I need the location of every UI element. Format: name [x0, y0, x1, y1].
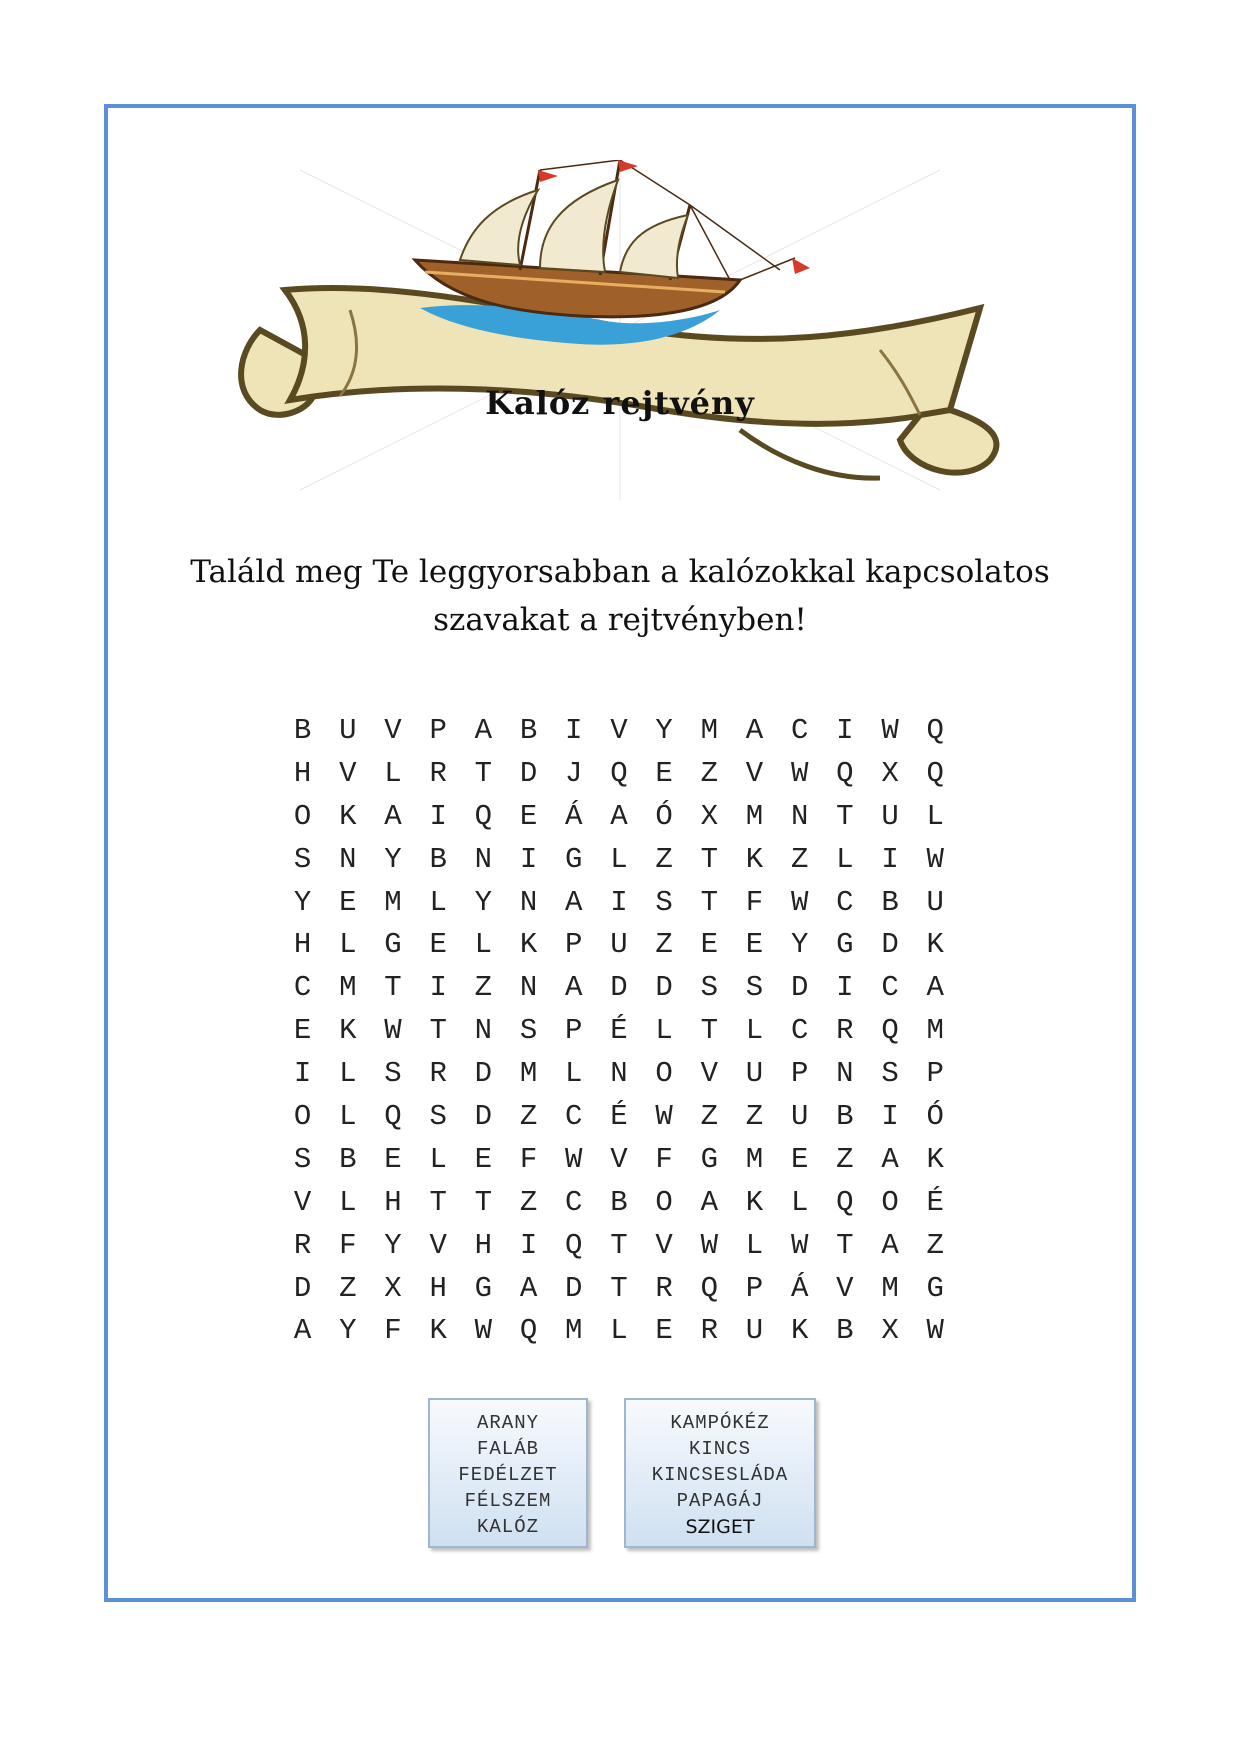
- grid-letter: S: [293, 1142, 312, 1176]
- grid-letter: Y: [790, 928, 809, 962]
- grid-letter: E: [790, 1142, 809, 1176]
- grid-letter: A: [745, 714, 764, 747]
- grid-letter: S: [429, 1100, 447, 1134]
- grid-letter: Q: [881, 1014, 899, 1048]
- grid-letter: Z: [700, 756, 718, 790]
- grid-letter: X: [881, 756, 899, 790]
- grid-letter: T: [474, 1185, 493, 1219]
- grid-letter: Q: [926, 756, 944, 790]
- grid-letter: Y: [339, 1314, 357, 1348]
- grid-letter: M: [745, 799, 764, 833]
- grid-letter: Á: [565, 799, 583, 833]
- grid-letter: Z: [700, 1100, 718, 1134]
- grid-letter: F: [519, 1142, 538, 1176]
- grid-letter: L: [745, 1228, 764, 1262]
- grid-letter: I: [519, 842, 538, 876]
- grid-letter: E: [429, 928, 447, 962]
- grid-letter: Q: [836, 756, 854, 790]
- grid-letter: R: [429, 1057, 447, 1091]
- word-list-item: KINCS: [688, 1438, 751, 1460]
- grid-letter: K: [745, 1185, 764, 1219]
- word-list-item: FEDÉLZET: [458, 1464, 558, 1486]
- grid-letter: L: [926, 799, 944, 833]
- grid-letter: N: [474, 1014, 493, 1048]
- grid-letter: B: [429, 842, 447, 876]
- grid-letter: G: [565, 842, 583, 876]
- grid-letter: S: [655, 885, 673, 919]
- grid-letter: L: [474, 928, 493, 962]
- grid-letter: Z: [655, 928, 673, 962]
- grid-letter: K: [339, 799, 357, 833]
- grid-letter: C: [836, 885, 854, 919]
- grid-letter: P: [926, 1057, 944, 1091]
- word-list-left: [428, 1398, 588, 1548]
- grid-letter: Z: [745, 1100, 764, 1134]
- grid-letter: Q: [700, 1271, 718, 1305]
- grid-letter: G: [836, 928, 854, 962]
- grid-letter: H: [293, 928, 312, 962]
- grid-letter: V: [384, 714, 402, 747]
- grid-letter: S: [881, 1057, 899, 1091]
- grid-letter: G: [474, 1271, 493, 1305]
- grid-letter: K: [429, 1314, 447, 1348]
- grid-letter: U: [881, 799, 899, 833]
- grid-letter: S: [384, 1057, 402, 1091]
- grid-letter: T: [429, 1185, 447, 1219]
- grid-letter: V: [745, 756, 764, 790]
- grid-letter: Z: [519, 1185, 538, 1219]
- grid-letter: T: [836, 799, 854, 833]
- grid-letter: U: [745, 1314, 764, 1348]
- grid-letter: Y: [384, 1228, 402, 1262]
- word-list-item: KAMPÓKÉZ: [670, 1412, 770, 1434]
- grid-letter: O: [293, 1100, 312, 1134]
- grid-letter: Z: [926, 1228, 944, 1262]
- grid-letter: D: [474, 1057, 493, 1091]
- grid-letter: A: [881, 1228, 899, 1262]
- grid-letter: E: [655, 756, 673, 790]
- grid-letter: A: [926, 971, 944, 1005]
- grid-letter: D: [565, 1271, 583, 1305]
- grid-letter: P: [745, 1271, 764, 1305]
- grid-letter: S: [745, 971, 764, 1005]
- grid-letter: R: [429, 756, 447, 790]
- grid-letter: P: [565, 1014, 583, 1048]
- grid-letter: A: [474, 714, 493, 747]
- grid-letter: Q: [474, 799, 493, 833]
- grid-letter: A: [700, 1185, 718, 1219]
- grid-letter: E: [384, 1142, 402, 1176]
- grid-letter: R: [293, 1228, 312, 1262]
- grid-letter: E: [293, 1014, 312, 1048]
- grid-letter: V: [339, 756, 357, 790]
- grid-letter: Á: [790, 1271, 809, 1305]
- grid-letter: U: [610, 928, 628, 962]
- grid-letter: T: [700, 885, 718, 919]
- grid-letter: L: [610, 842, 628, 876]
- grid-letter: H: [384, 1185, 402, 1219]
- grid-letter: C: [881, 971, 899, 1005]
- grid-letter: M: [519, 1057, 538, 1091]
- grid-letter: Ó: [655, 799, 673, 833]
- grid-letter: K: [926, 1142, 944, 1176]
- grid-letter: Z: [474, 971, 493, 1005]
- grid-letter: Y: [655, 714, 673, 747]
- grid-letter: A: [565, 971, 583, 1005]
- grid-letter: H: [429, 1271, 447, 1305]
- grid-letter: W: [790, 756, 809, 790]
- grid-letter: N: [339, 842, 357, 876]
- grid-letter: Y: [474, 885, 493, 919]
- word-search-grid: [280, 710, 958, 1353]
- grid-letter: L: [790, 1185, 809, 1219]
- grid-letter: F: [745, 885, 764, 919]
- grid-letter: N: [519, 971, 538, 1005]
- word-list-item: ARANY: [476, 1412, 539, 1434]
- grid-letter: L: [745, 1014, 764, 1048]
- grid-letter: L: [655, 1014, 673, 1048]
- grid-letter: G: [926, 1271, 944, 1305]
- grid-letter: U: [926, 885, 944, 919]
- grid-letter: R: [655, 1271, 673, 1305]
- grid-letter: D: [655, 971, 673, 1005]
- grid-letter: U: [790, 1100, 809, 1134]
- grid-letter: D: [293, 1271, 312, 1305]
- grid-letter: O: [881, 1185, 899, 1219]
- grid-letter: Z: [339, 1271, 357, 1305]
- grid-letter: Y: [384, 842, 402, 876]
- grid-letter: I: [881, 842, 899, 876]
- grid-letter: W: [926, 842, 944, 876]
- grid-letter: V: [700, 1057, 718, 1091]
- grid-letter: H: [293, 756, 312, 790]
- grid-letter: Y: [293, 885, 312, 919]
- grid-letter: C: [790, 714, 809, 747]
- grid-letter: T: [610, 1271, 628, 1305]
- grid-letter: C: [565, 1100, 583, 1134]
- grid-letter: I: [429, 971, 447, 1005]
- grid-letter: P: [790, 1057, 809, 1091]
- grid-letter: Q: [610, 756, 628, 790]
- grid-letter: C: [565, 1185, 583, 1219]
- grid-letter: C: [790, 1014, 809, 1048]
- grid-letter: S: [700, 971, 718, 1005]
- grid-letter: V: [610, 1142, 628, 1176]
- word-list-item: FALÁB: [476, 1438, 539, 1460]
- grid-letter: K: [790, 1314, 809, 1348]
- grid-letter: O: [655, 1057, 673, 1091]
- grid-letter: L: [836, 842, 854, 876]
- grid-letter: P: [429, 714, 447, 747]
- grid-letter: K: [745, 842, 764, 876]
- grid-letter: I: [610, 885, 628, 919]
- grid-letter: A: [293, 1314, 312, 1348]
- grid-letter: W: [926, 1314, 944, 1348]
- grid-letter: N: [519, 885, 538, 919]
- grid-letter: W: [700, 1228, 718, 1262]
- grid-letter: E: [655, 1314, 673, 1348]
- grid-letter: M: [881, 1271, 899, 1305]
- grid-letter: T: [700, 1014, 718, 1048]
- grid-letter: H: [474, 1228, 493, 1262]
- grid-letter: Z: [790, 842, 809, 876]
- grid-letter: A: [565, 885, 583, 919]
- grid-letter: N: [790, 799, 809, 833]
- grid-letter: E: [339, 885, 357, 919]
- grid-letter: V: [429, 1228, 447, 1262]
- grid-letter: Q: [926, 714, 944, 747]
- puzzle-title: Kalóz rejtvény: [485, 384, 755, 422]
- grid-letter: L: [339, 928, 357, 962]
- grid-letter: D: [474, 1100, 493, 1134]
- grid-letter: X: [881, 1314, 899, 1348]
- grid-letter: U: [339, 714, 357, 747]
- grid-letter: B: [339, 1142, 357, 1176]
- grid-letter: M: [700, 714, 718, 747]
- grid-letter: L: [339, 1185, 357, 1219]
- grid-letter: C: [293, 971, 312, 1005]
- grid-letter: L: [384, 756, 402, 790]
- grid-letter: S: [293, 842, 312, 876]
- grid-letter: M: [745, 1142, 764, 1176]
- grid-letter: T: [429, 1014, 447, 1048]
- grid-letter: M: [339, 971, 357, 1005]
- grid-letter: I: [881, 1100, 899, 1134]
- grid-letter: B: [293, 714, 312, 747]
- grid-letter: R: [700, 1314, 718, 1348]
- grid-letter: X: [384, 1271, 402, 1305]
- word-list-item: SZIGET: [685, 1516, 755, 1538]
- grid-letter: L: [429, 885, 447, 919]
- grid-letter: Q: [519, 1314, 538, 1348]
- grid-letter: U: [745, 1057, 764, 1091]
- grid-letter: L: [339, 1100, 357, 1134]
- grid-letter: T: [700, 842, 718, 876]
- grid-letter: B: [519, 714, 538, 747]
- grid-letter: L: [610, 1314, 628, 1348]
- grid-letter: B: [836, 1100, 854, 1134]
- grid-letter: R: [836, 1014, 854, 1048]
- grid-letter: K: [519, 928, 538, 962]
- grid-letter: W: [655, 1100, 673, 1134]
- word-list-item: KALÓZ: [476, 1516, 539, 1538]
- grid-letter: W: [881, 714, 899, 747]
- grid-letter: M: [926, 1014, 944, 1048]
- grid-letter: É: [610, 1014, 628, 1048]
- grid-letter: I: [565, 714, 583, 747]
- grid-letter: F: [339, 1228, 357, 1262]
- grid-letter: A: [610, 799, 628, 833]
- grid-letter: I: [836, 714, 854, 747]
- grid-letter: W: [790, 1228, 809, 1262]
- grid-letter: A: [519, 1271, 538, 1305]
- grid-letter: V: [655, 1228, 673, 1262]
- grid-letter: Q: [384, 1100, 402, 1134]
- word-list-item: FÉLSZEM: [464, 1490, 552, 1512]
- grid-letter: V: [836, 1271, 854, 1305]
- instructions: [180, 548, 1060, 644]
- grid-letter: L: [429, 1142, 447, 1176]
- word-list-item: PAPAGÁJ: [676, 1490, 764, 1512]
- pirate-ship-banner-illustration: [220, 160, 1020, 520]
- grid-letter: G: [700, 1142, 718, 1176]
- grid-letter: T: [474, 756, 493, 790]
- grid-letter: T: [384, 971, 402, 1005]
- grid-letter: W: [474, 1314, 493, 1348]
- grid-letter: T: [836, 1228, 854, 1262]
- grid-letter: E: [519, 799, 538, 833]
- grid-letter: É: [610, 1100, 628, 1134]
- grid-letter: B: [836, 1314, 854, 1348]
- grid-letter: Z: [519, 1100, 538, 1134]
- grid-letter: V: [610, 714, 628, 747]
- grid-letter: L: [339, 1057, 357, 1091]
- grid-letter: T: [610, 1228, 628, 1262]
- grid-letter: O: [293, 799, 312, 833]
- grid-letter: B: [610, 1185, 628, 1219]
- grid-letter: N: [610, 1057, 628, 1091]
- grid-letter: N: [474, 842, 493, 876]
- instructions-line-1: Találd meg Te leggyorsabban a kalózokkal kapcsolatos: [190, 554, 1050, 590]
- grid-letter: S: [519, 1014, 538, 1048]
- grid-letter: X: [700, 799, 718, 833]
- grid-letter: W: [565, 1142, 583, 1176]
- instructions-line-2: szavakat a rejtvényben!: [433, 602, 807, 638]
- grid-letter: D: [790, 971, 809, 1005]
- grid-letter: K: [339, 1014, 357, 1048]
- grid-letter: L: [565, 1057, 583, 1091]
- grid-letter: E: [474, 1142, 493, 1176]
- word-list-item: KINCSESLÁDA: [651, 1464, 789, 1486]
- grid-letter: V: [293, 1185, 312, 1219]
- grid-letter: E: [700, 928, 718, 962]
- grid-letter: G: [384, 928, 402, 962]
- grid-letter: K: [926, 928, 944, 962]
- grid-letter: I: [836, 971, 854, 1005]
- grid-letter: N: [836, 1057, 854, 1091]
- grid-letter: I: [429, 799, 447, 833]
- grid-letter: Q: [836, 1185, 854, 1219]
- grid-letter: F: [655, 1142, 673, 1176]
- grid-letter: É: [926, 1185, 944, 1219]
- grid-letter: I: [519, 1228, 538, 1262]
- grid-letter: W: [790, 885, 809, 919]
- grid-letter: J: [565, 756, 583, 790]
- grid-letter: Ó: [926, 1100, 944, 1134]
- grid-letter: O: [655, 1185, 673, 1219]
- grid-letter: E: [745, 928, 764, 962]
- grid-letter: D: [881, 928, 899, 962]
- grid-letter: F: [384, 1314, 402, 1348]
- grid-letter: B: [881, 885, 899, 919]
- word-list-right: [624, 1398, 816, 1548]
- grid-letter: A: [881, 1142, 899, 1176]
- grid-letter: D: [610, 971, 628, 1005]
- grid-letter: Q: [565, 1228, 583, 1262]
- grid-letter: M: [384, 885, 402, 919]
- grid-letter: W: [384, 1014, 402, 1048]
- grid-letter: Z: [836, 1142, 854, 1176]
- grid-letter: I: [293, 1057, 312, 1091]
- grid-letter: M: [565, 1314, 583, 1348]
- grid-letter: D: [519, 756, 538, 790]
- grid-letter: A: [384, 799, 402, 833]
- grid-letter: P: [565, 928, 583, 962]
- grid-letter: Z: [655, 842, 673, 876]
